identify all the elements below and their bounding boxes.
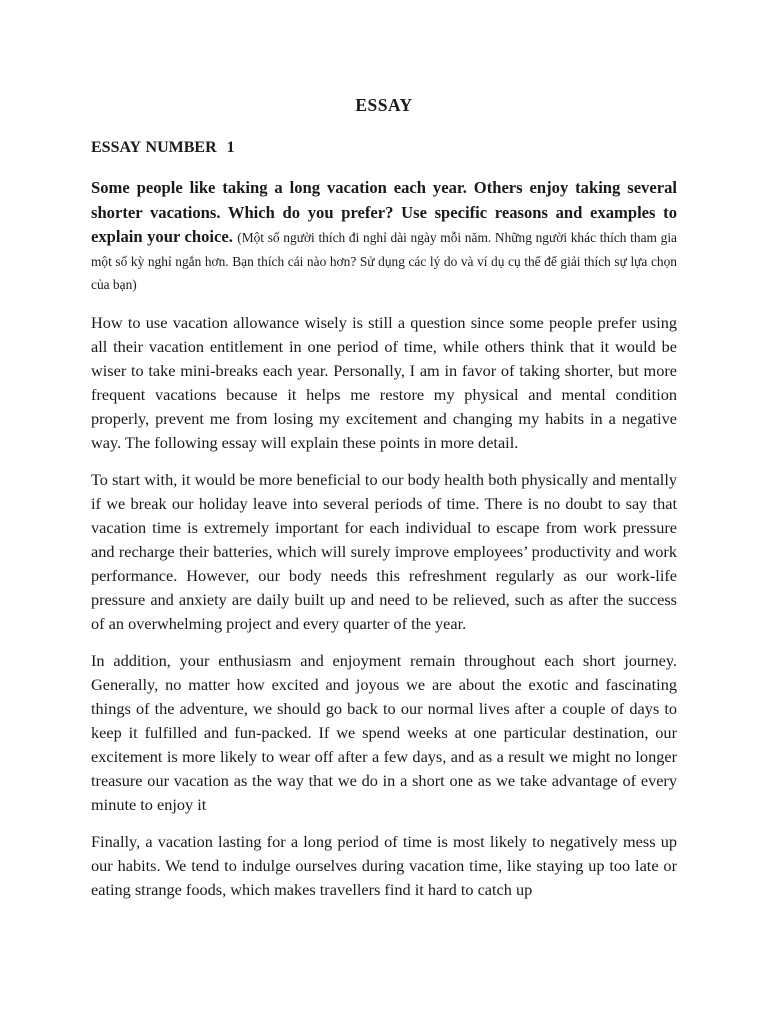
- document-title: ESSAY: [355, 95, 413, 115]
- paragraph-body-2: In addition, your enthusiasm and enjoyment remain throughout each short journey. Generally, no matter how excited and joyous we are about the exotic and fascinating things of the adventure, we should go back to our normal lives after a couple of days to keep it fulfilled and fun-packed. If we spend weeks at one particular destination, our excitement is more likely to wear off after a few days, and as a result we might no longer treasure our vacation as the way that we do in a short one as we take advantage of every minute to enjoy it: [91, 650, 677, 814]
- essay-prompt: [91, 176, 677, 297]
- prompt-question: Some people like taking a long vacation each year. Others enjoy taking several shorter vacations. Which do you prefer? Use specific reasons and examples to explain your choice.: [91, 178, 677, 246]
- paragraph-body-1: To start with, it would be more beneficial to our body health both physically and mentally if we break our holiday leave into several periods of time. There is no doubt to say that vacation time is extremely important for each individual to escape from work pressure and recharge their batteries, which will surely improve employees’ productivity and work performance. However, our body needs this refreshment regularly as our work-life pressure and anxiety are daily built up and need to be relieved, such as after the success of an overwhelming project and every quarter of the year.: [91, 469, 677, 633]
- paragraph-introduction: How to use vacation allowance wisely is still a question since some people prefer using all their vacation entitlement in one period of time, while others think that it would be wiser to take mini-breaks each year. Personally, I am in favor of taking shorter, but more frequent vacations because it helps me restore my physical and mental condition properly, prevent me from losing my excitement and changing my habits in a negative way. The following essay will explain these points in more detail.: [91, 312, 677, 452]
- essay-number-heading: ESSAY NUMBER 1: [91, 139, 235, 156]
- paragraph-body-3: Finally, a vacation lasting for a long period of time is most likely to negatively mess up our habits. We tend to indulge ourselves during vacation time, like staying up too late or eating strange foods, which makes travellers find it hard to catch up: [91, 831, 677, 899]
- prompt-translation: (Một số người thích đi nghỉ dài ngày mỗi năm. Những người khác thích tham gia một số kỳ nghỉ ngắn hơn. Bạn thích cái nào hơn? Sử dụng các lý do và ví dụ cụ thể để giải thích sự lựa chọn của bạn): [91, 230, 677, 292]
